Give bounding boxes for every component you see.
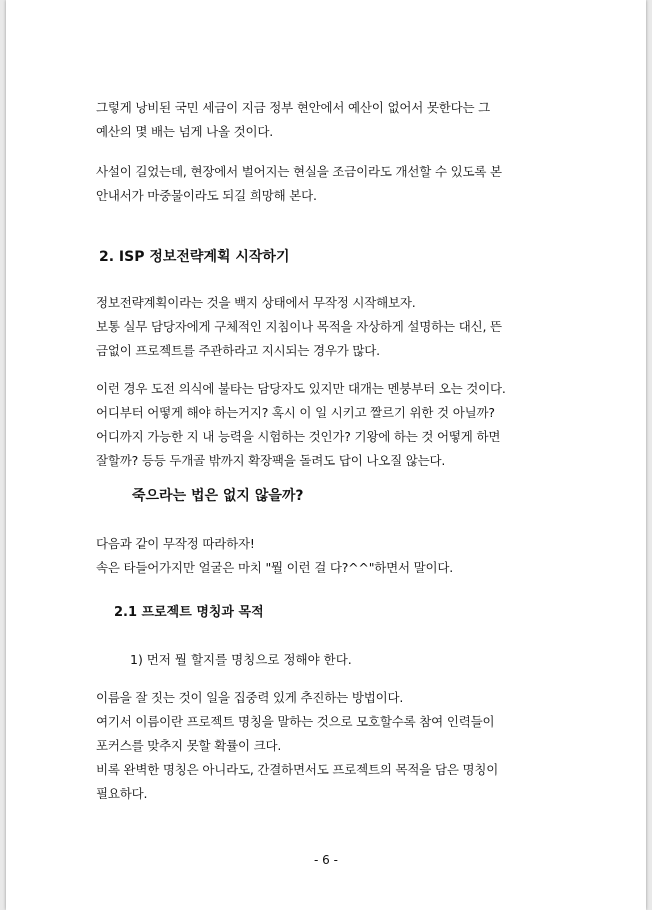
paragraph-line: 속은 타들어가지만 얼굴은 마치 "뭘 이런 걸 다?^^"하면서 말이다.: [96, 560, 454, 575]
numbered-item-1: 1) 먼저 뭘 할지를 명칭으로 정해야 한다.: [130, 652, 352, 667]
paragraph-line: 포커스를 맞추지 못할 확률이 크다.: [96, 738, 282, 753]
paragraph-line: 정보전략계획이라는 것을 백지 상태에서 무작정 시작해보자.: [96, 295, 416, 310]
paragraph-1: [96, 96, 578, 144]
paragraph-line: 이런 경우 도전 의식에 불타는 담당자도 있지만 대개는 멘붕부터 오는 것이다.: [96, 381, 506, 396]
paragraph-line: 안내서가 마중물이라도 되길 희망해 본다.: [96, 188, 317, 203]
paragraph-line: 어디부터 어떻게 해야 하는거지? 혹시 이 일 시키고 짤르기 위한 것 아닐까?: [96, 405, 495, 420]
paragraph-line: 잘할까? 등등 두개골 밖까지 확장팩을 돌려도 답이 나오질 않는다.: [96, 453, 446, 468]
paragraph-line: 어디까지 가능한 지 내 능력을 시험하는 것인가? 기왕에 하는 것 어떻게 하면: [96, 429, 501, 444]
paragraph-3: [96, 291, 578, 363]
paragraph-line: 비록 완벽한 명칭은 아니라도, 간결하면서도 프로젝트의 목적을 담은 명칭이: [96, 762, 499, 777]
page-number: - 6 -: [314, 853, 338, 867]
paragraph-line: 여기서 이름이란 프로젝트 명칭을 말하는 것으로 모호할수록 참여 인력들이: [96, 714, 495, 729]
paragraph-line: 예산의 몇 배는 넘게 나올 것이다.: [96, 124, 274, 139]
paragraph-line: 이름을 잘 짓는 것이 일을 집중력 있게 추진하는 방법이다.: [96, 690, 404, 705]
document-page: [6, 0, 646, 910]
quote-heading: 죽으라는 법은 없지 않을까?: [132, 488, 304, 504]
paragraph-line: 금없이 프로젝트를 주관하라고 지시되는 경우가 많다.: [96, 343, 380, 358]
paragraph-4: [96, 377, 578, 473]
section-heading-2: 2. ISP 정보전략계획 시작하기: [99, 249, 290, 265]
paragraph-line: 보통 실무 담당자에게 구체적인 지침이나 목적을 자상하게 설명하는 대신, 뜬: [96, 319, 502, 334]
paragraph-line: 그렇게 낭비된 국민 세금이 지금 정부 현안에서 예산이 없어서 못한다는 그: [96, 100, 490, 115]
subsection-heading-2-1: 2.1 프로젝트 명칭과 목적: [114, 605, 264, 620]
paragraph-line: 필요하다.: [96, 786, 148, 801]
paragraph-line: 사설이 길었는데, 현장에서 벌어지는 현실을 조금이라도 개선할 수 있도록 본: [96, 164, 502, 179]
paragraph-5: [96, 532, 578, 580]
paragraph-2: [96, 160, 578, 208]
paragraph-6: [96, 686, 578, 806]
paragraph-line: 다음과 같이 무작정 따라하자!: [96, 536, 255, 551]
